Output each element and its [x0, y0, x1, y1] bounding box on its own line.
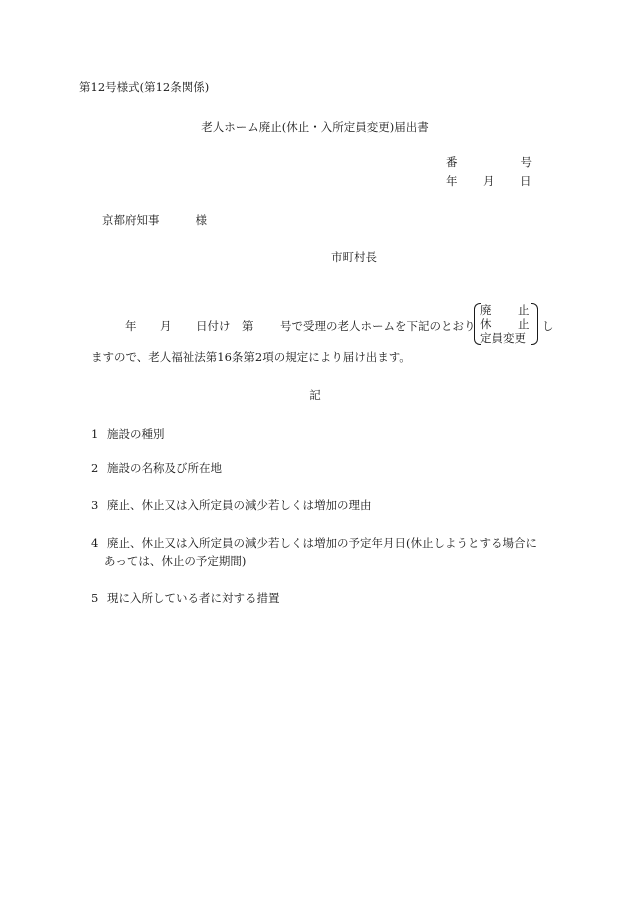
right-bracket	[531, 303, 538, 345]
document-title: 老人ホーム廃止(休止・入所定員変更)届出書	[201, 120, 429, 134]
list-item: 2 施設の名称及び所在地	[91, 461, 222, 475]
sender: 市町村長	[331, 250, 377, 264]
option-capacity-change: 定員変更	[480, 331, 526, 345]
list-item: 1 施設の種別	[91, 427, 165, 441]
option-suspend: 休 止	[480, 317, 530, 331]
date-year: 年	[446, 174, 458, 188]
body-year: 年	[125, 319, 137, 333]
body-month: 月	[160, 319, 172, 333]
ki-heading: 記	[309, 388, 321, 402]
body-shi: し	[542, 319, 554, 333]
body-go-text: 号で受理の老人ホームを下記のとおり	[280, 319, 476, 333]
body-continuation: ますので、老人福祉法第16条第2項の規定により届け出ます。	[91, 350, 411, 364]
list-item: 5 現に入所している者に対する措置	[91, 591, 280, 605]
option-abolish: 廃 止	[480, 303, 530, 317]
number-suffix: 号	[520, 155, 532, 169]
list-item: 3 廃止、休止又は入所定員の減少若しくは増加の理由	[91, 498, 372, 512]
body-dated: 日付け	[196, 319, 231, 333]
addressee-honorific: 様	[195, 213, 207, 227]
date-day: 日	[520, 174, 532, 188]
list-item: 4 廃止、休止又は入所定員の減少若しくは増加の予定年月日(休止しようとする場合に	[91, 536, 537, 550]
form-number: 第12号様式(第12条関係)	[79, 80, 210, 94]
body-dai: 第	[242, 319, 254, 333]
options-bracket	[474, 303, 538, 345]
number-label: 番	[446, 155, 458, 169]
list-item-continuation: あっては、休止の予定期間)	[104, 554, 247, 568]
document-number-row	[446, 157, 532, 169]
date-month: 月	[483, 174, 495, 188]
addressee-name: 京都府知事	[102, 213, 160, 227]
addressee	[102, 215, 207, 227]
